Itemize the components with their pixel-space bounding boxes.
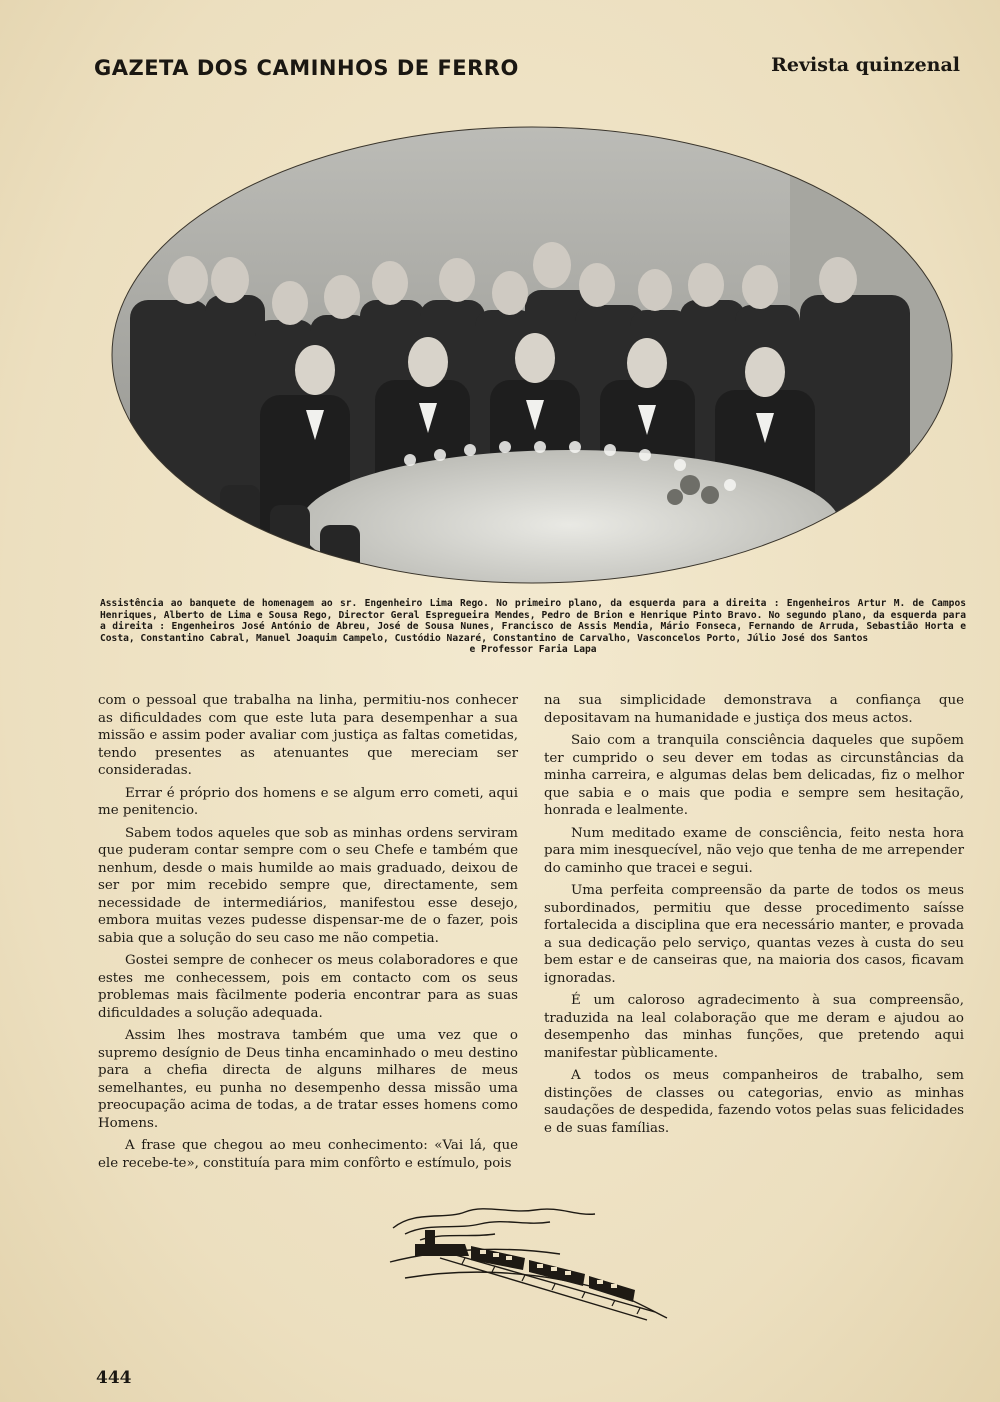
banquet-photo-image	[110, 125, 955, 585]
article-left-column	[98, 692, 518, 1177]
photo-caption-last-line: e Professor Faria Lapa	[469, 644, 597, 656]
paragraph: É um caloroso agradecimento à sua compreensão, traduzida na leal colaboração que me deram e ajudou ao desempenho das minhas funções, que pretendo aqui manifestar pùblicamente.	[544, 993, 964, 1061]
paragraph: A frase que chegou ao meu conhecimento: «Vai lá, que ele recebe-te», constituía para mim confôrto e estímulo, pois	[98, 1138, 518, 1171]
paragraph: Gostei sempre de conhecer os meus colaboradores e que estes me conhecessem, pois em contacto com os seus problemas mais fàcilmente poderia encontrar para as suas dificuldades a solução adequada.	[98, 953, 518, 1021]
publication-periodicity: Revista quinzenal	[771, 54, 960, 76]
paragraph: A todos os meus companheiros de trabalho, sem distinções de classes ou categorias, envio as minhas saudações de despedida, fazendo votos pelas suas felicidades e de suas famílias.	[544, 1068, 964, 1136]
banquet-photo	[110, 125, 955, 585]
paragraph: Saio com a tranquila consciência daqueles que supõem ter cumprido o seu dever em todas as circunstâncias da minha carreira, e algumas delas bem delicadas, fiz o melhor que sabia e o mais que podia e sempre sem hesitação, honrada e lealmente.	[544, 733, 964, 818]
paragraph: Sabem todos aqueles que sob as minhas ordens serviram que puderam contar sempre com o seu Chefe e também que nenhum, desde o mais humilde ao mais graduado, deixou de ser por mim recebido sempre que, directamente, sem necessidade de intermediários, manifestou esse desejo, embora muitas vezes pudesse dispensar-me de o fazer, pois sabia que a solução do seu caso me não competia.	[98, 825, 518, 946]
photo-caption-main: Assistência ao banquete de homenagem ao sr. Engenheiro Lima Rego. No primeiro plano, da esquerda para a direita : Engenheiros Artur M. de Campos Henriques, Alberto de Lima e Sousa Rego, Director Geral Espregueira Mendes, Pedro de Brion e Henrique Pinto Bravo. No segundo plano, da esquerda para a direita : Engenheiros José António de Abreu, José de Sousa Nunes, Francisco de Assis Mendia, Mário Fonseca, Fernando de Arruda, Sebastião Horta e Costa, Constantino Cabral, Manuel Joaquim Campelo, Custódio Nazaré, Constantino de Carvalho, Vasconcelos Porto, Júlio José dos Santos	[100, 598, 966, 644]
paragraph: na sua simplicidade demonstrava a confiança que depositavam na humanidade e justiça dos meus actos.	[544, 693, 964, 726]
paragraph: Assim lhes mostrava também que uma vez que o supremo desígnio de Deus tinha encaminhado o meu destino para a chefia directa de alguns milhares de meus semelhantes, eu punha no desempenho dessa missão uma preocupação acima de todas, a de tratar esses homens como Homens.	[98, 1028, 518, 1131]
train-illustration	[385, 1200, 675, 1325]
paragraph: com o pessoal que trabalha na linha, permitiu-nos conhecer as dificuldades com que este luta para desempenhar a sua missão e assim poder avaliar com justiça as faltas cometidas, tendo presentes as atenuantes que mereciam ser consideradas.	[98, 693, 518, 778]
paragraph: Errar é próprio dos homens e se algum erro cometi, aqui me penitencio.	[98, 785, 518, 818]
publication-title: GAZETA DOS CAMINHOS DE FERRO	[94, 56, 519, 80]
article-right-column	[544, 692, 964, 1142]
paragraph: Uma perfeita compreensão da parte de todos os meus subordinados, permitiu que desse procedimento saísse fortalecida a disciplina que era necessário manter, e provada a sua dedicação pelo serviço, quantas vezes à custa do seu bem estar e de canseiras que, na maioria dos casos, ficavam ignoradas.	[544, 883, 964, 986]
page-number: 444	[96, 1368, 132, 1388]
photo-caption	[100, 598, 966, 656]
paragraph: Num meditado exame de consciência, feito nesta hora para mim inesquecível, não vejo que tenha de me arrepender do caminho que tracei e segui.	[544, 825, 964, 876]
